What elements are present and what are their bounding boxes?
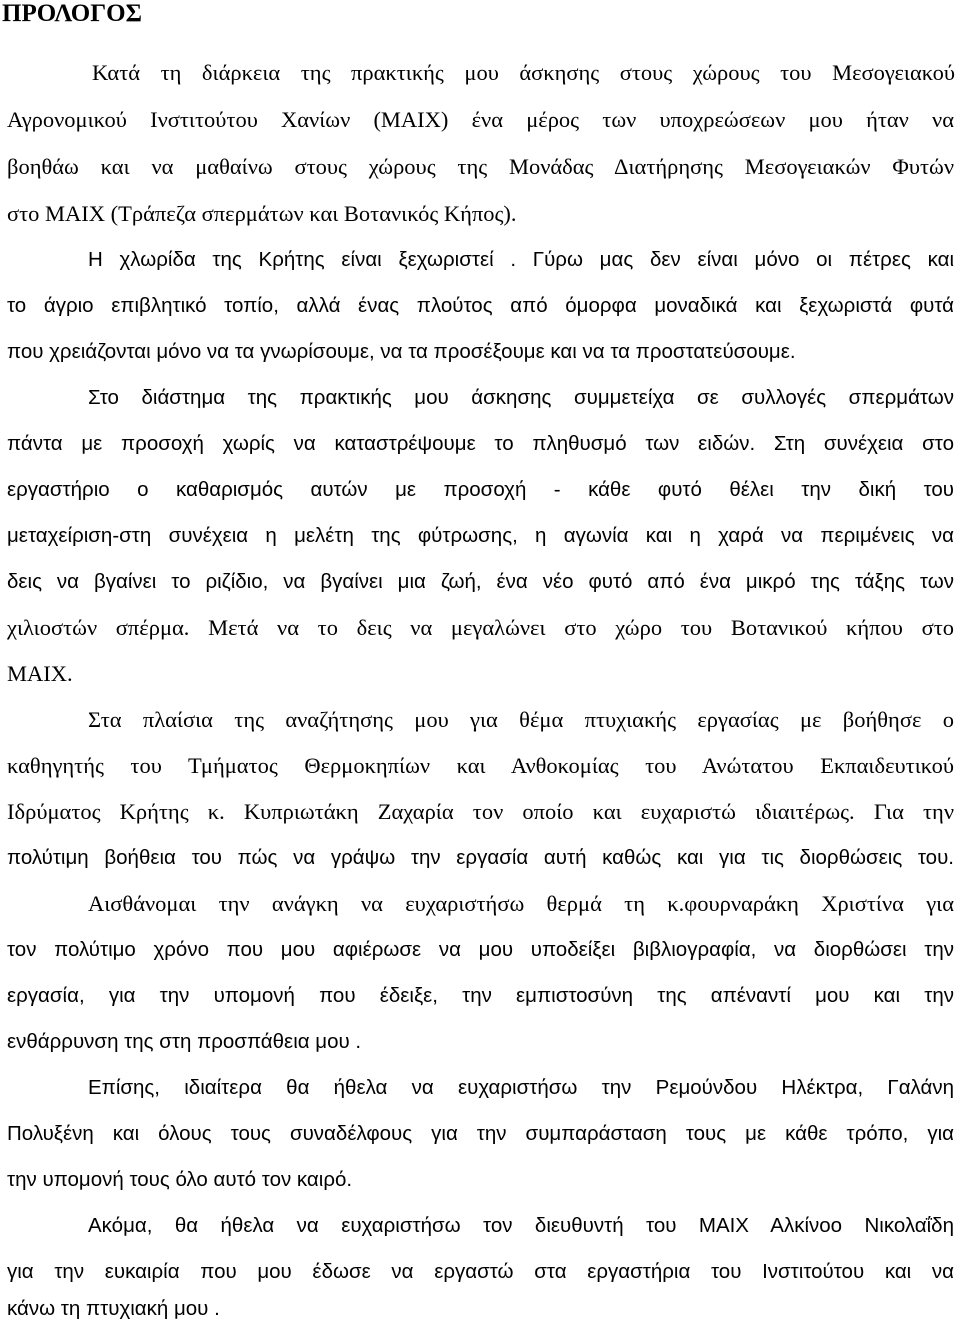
- text-line: δεις να βγαίνει το ριζίδιο, να βγαίνει μια ζωή, ένα νέο φυτό από ένα μικρό της τάξης των: [7, 570, 954, 593]
- text-line: Ιδρύματος Κρήτης κ. Κυπριωτάκη Ζαχαρία τον οποίο και ευχαριστώ ιδιαιτέρως. Για την: [7, 799, 954, 824]
- page-title: ΠΡΟΛΟΓΟΣ: [2, 0, 142, 27]
- text-line: μεταχείριση-στη συνέχεια η μελέτη της φύτρωσης, η αγωνία και η χαρά να περιμένεις να: [7, 524, 954, 547]
- text-line: χιλιοστών σπέρμα. Μετά να το δεις να μεγαλώνει στο χώρο του Βοτανικού κήπου στο: [7, 615, 954, 640]
- text-line: Στο διάστημα της πρακτικής μου άσκησης συμμετείχα σε συλλογές σπερμάτων: [88, 386, 954, 409]
- text-line: ΜΑΙΧ.: [7, 661, 73, 686]
- text-line: Στα πλαίσια της αναζήτησης μου για θέμα πτυχιακής εργασίας με βοήθησε ο: [88, 707, 954, 732]
- text-line: καθηγητής του Τμήματος Θερμοκηπίων και Ανθοκομίας του Ανώτατου Εκπαιδευτικού: [7, 753, 954, 778]
- text-line: ενθάρρυνση της στη προσπάθεια μου .: [7, 1030, 362, 1053]
- text-line: βοηθάω και να μαθαίνω στους χώρους της Μονάδας Διατήρησης Μεσογειακών Φυτών: [7, 154, 954, 179]
- text-line: στο ΜΑΙΧ (Τράπεζα σπερμάτων και Βοτανικός Κήπος).: [7, 201, 517, 226]
- text-line: εργασία, για την υπομονή που έδειξε, την εμπιστοσύνη της απέναντί μου και την: [7, 984, 954, 1007]
- text-line: για την ευκαιρία που μου έδωσε να εργαστώ στα εργαστήρια του Ινστιτούτου και να: [7, 1260, 954, 1283]
- text-line: πάντα με προσοχή χωρίς να καταστρέψουμε το πληθυσμό των ειδών. Στη συνέχεια στο: [7, 432, 954, 455]
- text-line: εργαστήριο ο καθαρισμός αυτών με προσοχή - κάθε φυτό θέλει την δική του: [7, 478, 954, 501]
- text-line: που χρειάζονται μόνο να τα γνωρίσουμε, να τα προσέξουμε και να τα προστατεύσουμε.: [7, 340, 796, 363]
- text-line: Επίσης, ιδιαίτερα θα ήθελα να ευχαριστήσω την Ρεμούνδου Ηλέκτρα, Γαλάνη: [88, 1076, 954, 1099]
- text-line: Αγρονομικού Ινστιτούτου Χανίων (ΜΑΙΧ) ένα μέρος των υποχρεώσεων μου ήταν να: [7, 107, 954, 132]
- text-line: τον πολύτιμο χρόνο που μου αφιέρωσε να μου υποδείξει βιβλιογραφία, να διορθώσει την: [7, 938, 954, 961]
- text-line: κάνω τη πτυχιακή μου .: [7, 1297, 220, 1320]
- text-line: το άγριο επιβλητικό τοπίο, αλλά ένας πλούτος από όμορφα μοναδικά και ξεχωριστά φυτά: [7, 294, 954, 317]
- text-line: Ακόμα, θα ήθελα να ευχαριστήσω τον διευθυντή του ΜΑΙΧ Αλκίνοο Νικολαΐδη: [88, 1214, 954, 1237]
- text-line: την υπομονή τους όλο αυτό τον καιρό.: [7, 1168, 353, 1191]
- text-line: Κατά τη διάρκεια της πρακτικής μου άσκησης στους χώρους του Μεσογειακού: [92, 60, 955, 85]
- text-line: Πολυξένη και όλους τους συναδέλφους για την συμπαράσταση τους με κάθε τρόπο, για: [7, 1122, 954, 1145]
- text-line: Η χλωρίδα της Κρήτης είναι ξεχωριστεί . Γύρω μας δεν είναι μόνο οι πέτρες και: [88, 248, 954, 271]
- text-line: Αισθάνομαι την ανάγκη να ευχαριστήσω θερμά τη κ.φουρναράκη Χριστίνα για: [88, 891, 954, 916]
- text-line: πολύτιμη βοήθεια του πώς να γράψω την εργασία αυτή καθώς και για τις διορθώσεις του.: [7, 846, 954, 869]
